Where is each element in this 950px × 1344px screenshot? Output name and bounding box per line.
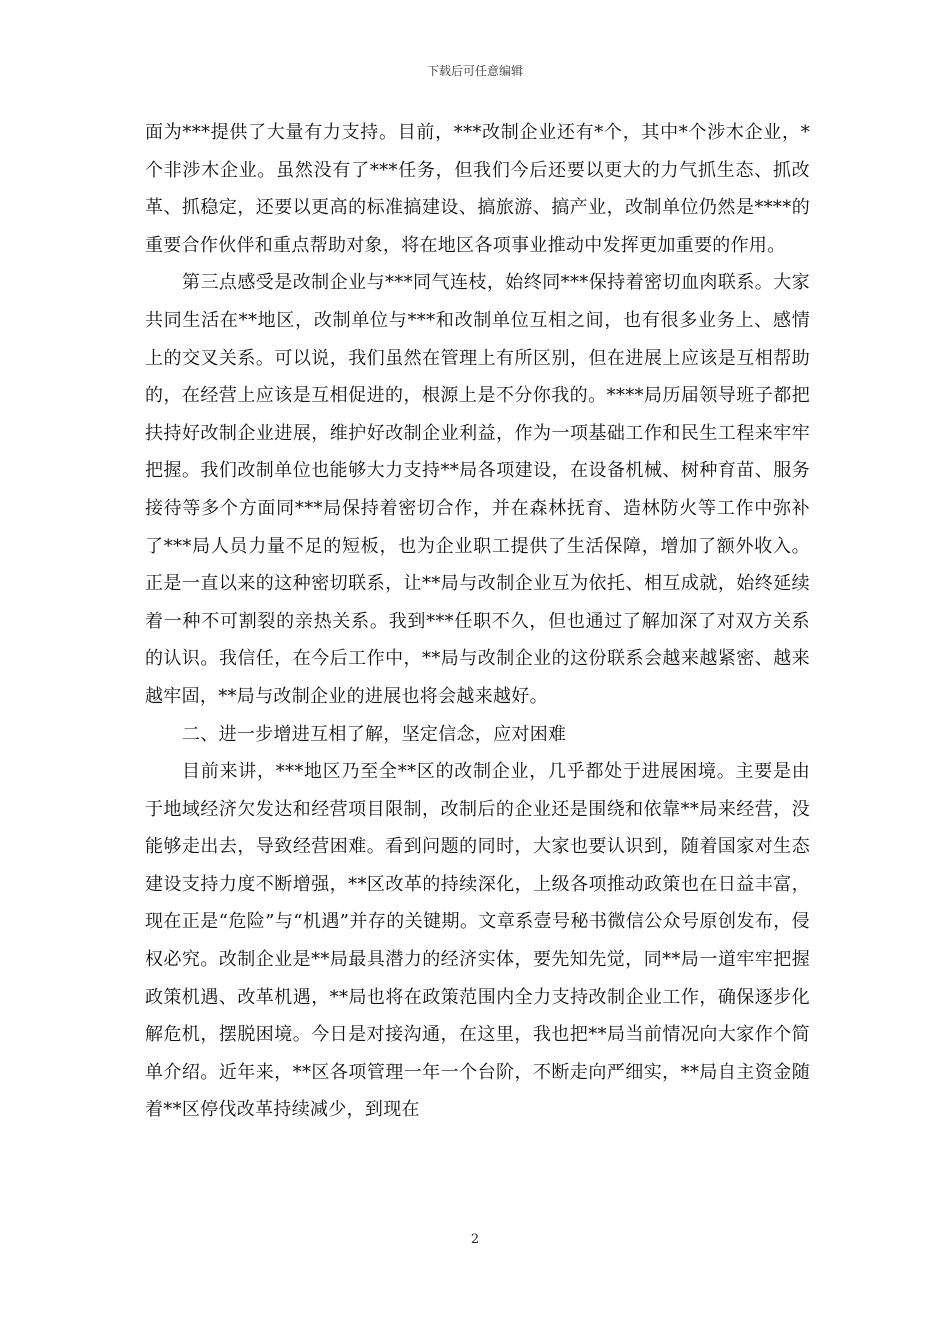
section-heading: 二、进一步增进互相了解，坚定信念，应对困难: [182, 723, 567, 745]
page-header: 下载后可任意编辑: [426, 64, 523, 78]
page-number: 2: [470, 1232, 480, 1247]
document-body: [145, 114, 810, 1129]
paragraph-2: 第三点感受是改制企业与***同气连枝，始终同***保持着密切血肉联系。大家共同生活在**地区，改制单位与***和改制单位互相之间，也有很多业务上、感情上的交叉关系。可以说，我们虽然在管理上有所区别，但在进展上应该是互相帮助的，在经营上应该是互相促进的，根源上是不分你我的。****局历届领导班子都把扶持好改制企业进展，维护好改制企业利益，作为一项基础工作和民生工程来牢牢把握。我们改制单位也能够大力支持**局各项建设，在设备机械、树种育苗、服务接待等多个方面同***局保持着密切合作，并在森林抚育、造林防火等工作中弥补了***局人员力量不足的短板，也为企业职工提供了生活保障，增加了额外收入。正是一直以来的这种密切联系，让**局与改制企业互为依托、相互成就，始终延续着一种不可割裂的亲热关系。我到***任职不久，但也通过了解加深了对双方关系的认识。我信任，在今后工作中，**局与改制企业的这份联系会越来越紧密、越来越牢固，**局与改制企业的进展也将会越来越好。: [145, 272, 810, 707]
paragraph-1: 面为***提供了大量有力支持。目前，***改制企业还有*个，其中*个涉木企业，*个非涉木企业。虽然没有了***任务，但我们今后还要以更大的力气抓生态、抓改革、抓稳定，还要以更高的标准搞建设、搞旅游、搞产业，改制单位仍然是****的重要合作伙伴和重点帮助对象，将在地区各项事业推动中发挥更加重要的作用。: [145, 122, 810, 256]
paragraph-3: 目前来讲，***地区乃至全**区的改制企业，几乎都处于进展困境。主要是由于地域经济欠发达和经营项目限制，改制后的企业还是围绕和依靠**局来经营，没能够走出去，导致经营困难。看到问题的同时，大家也要认识到，随着国家对生态建设支持力度不断增强，**区改革的持续深化，上级各项推动政策也在日益丰富，现在正是“危险”与“机遇”并存的关键期。文章系壹号秘书微信公众号原创发布，侵权必究。改制企业是**局最具潜力的经济实体，要先知先觉，同**局一道牢牢把握政策机遇、改革机遇，**局也将在政策范围内全力支持改制企业工作，确保逐步化解危机，摆脱困境。今日是对接沟通，在这里，我也把**局当前情况向大家作个简单介绍。近年来，**区各项管理一年一个台阶，不断走向严细实，**局自主资金随着**区停伐改革持续减少，到现在: [145, 761, 810, 1121]
